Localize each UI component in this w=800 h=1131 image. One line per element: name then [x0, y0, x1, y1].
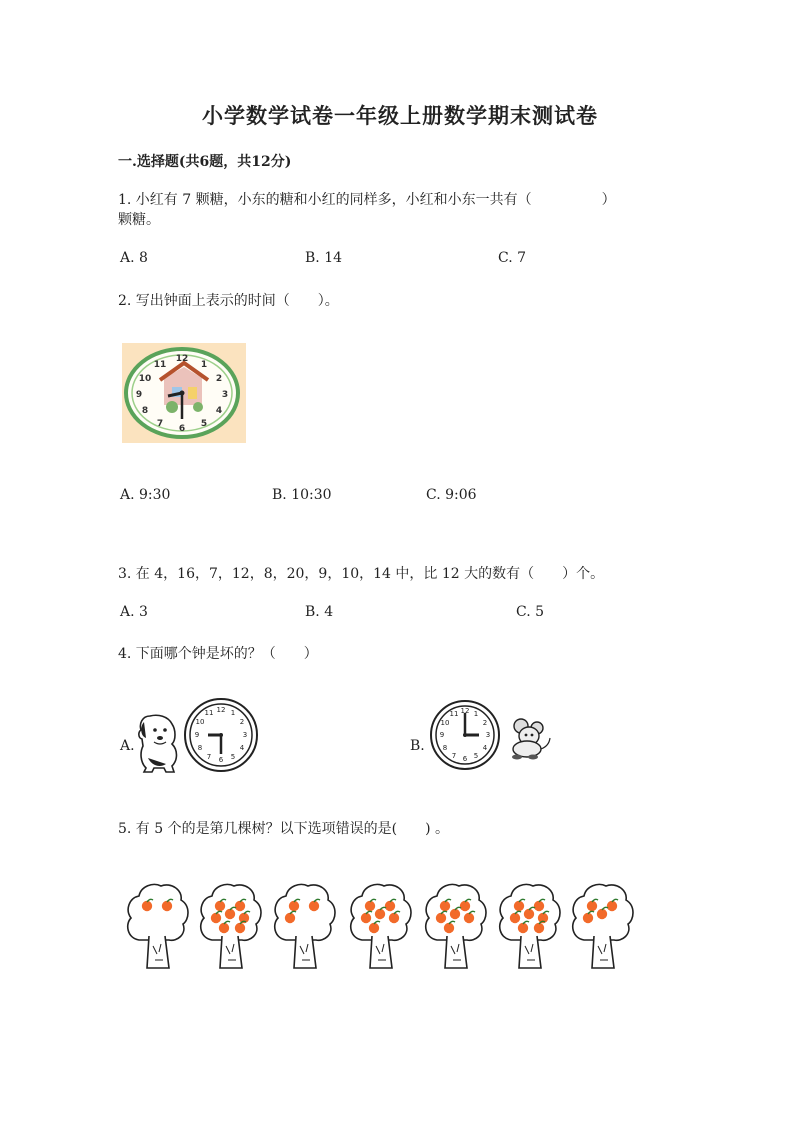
apple-7-1 — [587, 901, 597, 911]
clock-a-num-7: 7 — [206, 753, 212, 761]
clock-b-num-2: 2 — [482, 719, 488, 727]
clock-a-num-6: 6 — [218, 756, 224, 764]
apple-tree-3 — [272, 880, 338, 972]
clock-photo-num-12: 12 — [175, 354, 189, 364]
clock-photo-num-10: 10 — [138, 374, 152, 384]
apple-3-2 — [309, 901, 319, 911]
page-title: 小学数学试卷一年级上册数学期末测试卷 — [202, 103, 598, 128]
clock-a-num-5: 5 — [230, 753, 236, 761]
clock-photo-num-7: 7 — [156, 419, 164, 429]
question-2-text: 2. 写出钟面上表示的时间（ ）。 — [118, 293, 339, 309]
q1-option-b[interactable]: B. 14 — [305, 250, 343, 266]
clock-b-num-5: 5 — [473, 752, 479, 760]
apple-2-4 — [225, 909, 235, 919]
apple-5-3 — [436, 913, 446, 923]
apple-tree-6 — [497, 880, 563, 972]
clock-photo-num-6: 6 — [178, 424, 186, 434]
question-1-text-cont: 颗糖。 — [118, 212, 160, 228]
clock-a-num-9: 9 — [194, 731, 200, 739]
clock-photo-num-3: 3 — [221, 390, 229, 400]
question-5-text: 5. 有 5 个的是第几棵树？以下选项错误的是( ) 。 — [118, 821, 449, 837]
apple-2-1 — [215, 901, 225, 911]
clock-a-num-12: 12 — [216, 706, 226, 714]
question-3-text: 3. 在 4，16，7，12，8，20，9，10，14 中，比 12 大的数有（ ）个。 — [118, 566, 605, 582]
clock-photo-num-5: 5 — [200, 419, 208, 429]
clock-b-num-11: 11 — [449, 710, 459, 718]
q3-option-b[interactable]: B. 4 — [305, 604, 334, 620]
clock-b-num-1: 1 — [473, 710, 479, 718]
clock-a-num-1: 1 — [230, 709, 236, 717]
clock-b-num-8: 8 — [442, 744, 448, 752]
clock-a-num-4: 4 — [239, 744, 245, 752]
apple-7-2 — [607, 901, 617, 911]
section-heading: 一.选择题(共6题，共12分) — [118, 154, 292, 170]
clock-photo-num-4: 4 — [215, 406, 223, 416]
apple-6-7 — [534, 923, 544, 933]
clock-photo-num-1: 1 — [200, 360, 208, 370]
apple-4-2 — [385, 901, 395, 911]
apple-6-2 — [534, 901, 544, 911]
clock-photo-num-8: 8 — [141, 406, 149, 416]
clock-photo-num-9: 9 — [135, 390, 143, 400]
apple-3-1 — [289, 901, 299, 911]
apple-6-6 — [518, 923, 528, 933]
clock-photo-num-11: 11 — [153, 360, 167, 370]
clock-b-num-4: 4 — [482, 744, 488, 752]
q2-option-a[interactable]: A. 9:30 — [120, 487, 171, 503]
q1-option-c[interactable]: C. 7 — [498, 250, 527, 266]
clock-a-num-11: 11 — [204, 709, 214, 717]
apple-5-4 — [450, 909, 460, 919]
apple-4-5 — [389, 913, 399, 923]
question-4-text: 4. 下面哪个钟是坏的？（ ） — [118, 646, 318, 662]
q1-option-a[interactable]: A. 8 — [120, 250, 148, 266]
apple-1-1 — [142, 901, 152, 911]
apple-5-6 — [444, 923, 454, 933]
clock-b-num-12: 12 — [460, 707, 470, 715]
apple-7-3 — [583, 913, 593, 923]
clock-a-num-2: 2 — [239, 718, 245, 726]
q3-option-a[interactable]: A. 3 — [120, 604, 148, 620]
apple-2-2 — [235, 901, 245, 911]
clock-a-num-8: 8 — [197, 744, 203, 752]
clock-a-num-10: 10 — [195, 718, 205, 726]
apple-4-6 — [369, 923, 379, 933]
apple-6-1 — [514, 901, 524, 911]
apple-5-1 — [440, 901, 450, 911]
apple-tree-1 — [125, 880, 191, 972]
apple-tree-7 — [570, 880, 636, 972]
clock-b-num-9: 9 — [439, 731, 445, 739]
q3-option-c[interactable]: C. 5 — [516, 604, 545, 620]
apple-5-5 — [464, 913, 474, 923]
apple-3-3 — [285, 913, 295, 923]
q2-option-b[interactable]: B. 10:30 — [272, 487, 332, 503]
q2-option-c[interactable]: C. 9:06 — [426, 487, 477, 503]
clock-b-num-10: 10 — [440, 719, 450, 727]
apple-2-6 — [219, 923, 229, 933]
clock-b-num-6: 6 — [462, 755, 468, 763]
apple-7-4 — [597, 909, 607, 919]
apple-1-2 — [162, 901, 172, 911]
q4-option-a[interactable]: A. — [120, 738, 135, 754]
apple-tree-5 — [423, 880, 489, 972]
clock-b-num-7: 7 — [451, 752, 457, 760]
apple-2-7 — [235, 923, 245, 933]
clock-a-num-3: 3 — [242, 731, 248, 739]
apple-4-1 — [365, 901, 375, 911]
apple-5-2 — [460, 901, 470, 911]
apple-2-3 — [211, 913, 221, 923]
apple-tree-2 — [198, 880, 264, 972]
apple-4-4 — [375, 909, 385, 919]
question-1-text: 1. 小红有 7 颗糖，小东的糖和小红的同样多，小红和小东一共有（ ） — [118, 192, 616, 208]
clock-b-num-3: 3 — [485, 731, 491, 739]
q4-option-b[interactable]: B. — [410, 738, 425, 754]
apple-6-4 — [524, 909, 534, 919]
apple-tree-4 — [348, 880, 414, 972]
apple-4-3 — [361, 913, 371, 923]
clock-photo-num-2: 2 — [215, 374, 223, 384]
apple-6-3 — [510, 913, 520, 923]
